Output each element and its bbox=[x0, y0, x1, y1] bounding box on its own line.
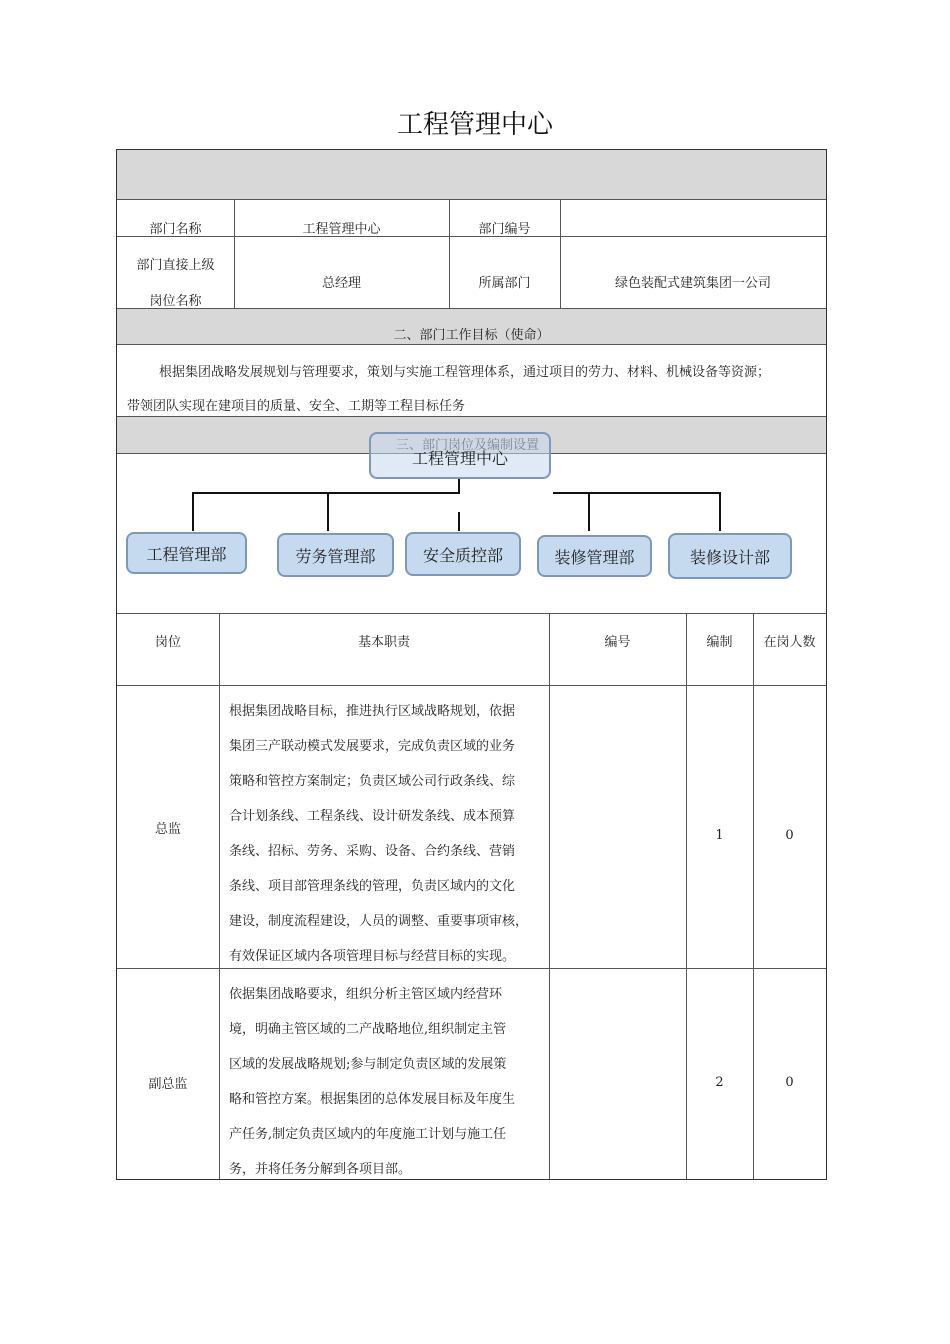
org-connector bbox=[458, 512, 460, 531]
org-connector bbox=[588, 494, 590, 531]
duty-line: 依据集团战略要求，组织分析主管区域内经营环 bbox=[229, 987, 503, 1002]
table-header-code: 编号 bbox=[604, 634, 631, 650]
table-row-on-duty: 0 bbox=[785, 1074, 794, 1090]
duty-line: 合计划条线、工程条线、设计研发条线、成本预算 bbox=[229, 809, 516, 824]
table-header-position: 岗位 bbox=[154, 634, 181, 650]
duty-line: 策略和管控方案制定；负责区域公司行政条线、综 bbox=[229, 774, 516, 789]
rule bbox=[219, 614, 220, 1179]
belong-label: 所属部门 bbox=[478, 275, 531, 291]
table-row-quota: 1 bbox=[715, 827, 724, 843]
duty-line: 务，并将任务分解到各项目部。 bbox=[229, 1162, 412, 1177]
dept-name-label: 部门名称 bbox=[149, 221, 202, 237]
org-child-box: 装修管理部 bbox=[537, 535, 652, 577]
duty-line: 略和管控方案。根据集团的总体发展目标及年度生 bbox=[229, 1092, 516, 1107]
rule bbox=[234, 199, 235, 308]
rule bbox=[449, 199, 450, 308]
superior-label-line1: 部门直接上级 bbox=[136, 258, 215, 273]
org-connector bbox=[458, 478, 460, 494]
org-connector bbox=[719, 494, 721, 531]
duty-line: 条线、招标、劳务、采购、设备、合约条线、营销 bbox=[229, 844, 516, 859]
page-title: 工程管理中心 bbox=[396, 110, 553, 140]
duty-line: 有效保证区域内各项管理目标与经营目标的实现。 bbox=[229, 949, 516, 964]
duty-line: 集团三产联动模式发展要求，完成负责区域的业务 bbox=[229, 739, 516, 754]
duty-line: 根据集团战略目标，推进执行区域战略规划，依据 bbox=[229, 704, 516, 719]
org-child-box: 劳务管理部 bbox=[277, 533, 394, 577]
table-header-duty: 基本职责 bbox=[357, 634, 410, 650]
duty-line: 建设，制度流程建设，人员的调整、重要事项审核， bbox=[229, 914, 529, 929]
superior-label bbox=[117, 237, 234, 308]
rule bbox=[117, 344, 826, 345]
org-child-box: 装修设计部 bbox=[668, 533, 792, 579]
table-row-position: 总监 bbox=[154, 821, 181, 837]
mission-text-line2: 带领团队实现在建项目的质量、安全、工期等工程目标任务 bbox=[127, 399, 466, 414]
duty-line: 条线、项目部管理条线的管理，负责区域内的文化 bbox=[229, 879, 516, 894]
mission-text-line1: 根据集团战略发展规划与管理要求，策划与实施工程管理体系，通过项目的劳力、材料、机械设备等资源； bbox=[159, 365, 771, 380]
belong-value: 绿色装配式建筑集团一公司 bbox=[614, 275, 771, 291]
header-band bbox=[117, 150, 826, 199]
table-row-on-duty: 0 bbox=[785, 827, 794, 843]
table-row-code bbox=[549, 969, 686, 1179]
table-row-duty bbox=[229, 977, 549, 1187]
org-child-box: 工程管理部 bbox=[126, 532, 247, 574]
dept-name-value: 工程管理中心 bbox=[302, 221, 381, 237]
superior-label-line2: 岗位名称 bbox=[149, 294, 202, 309]
table-row-code bbox=[549, 686, 686, 968]
superior-value: 总经理 bbox=[321, 275, 361, 291]
rule bbox=[560, 199, 561, 308]
org-connector bbox=[553, 492, 721, 494]
table-row-quota: 2 bbox=[715, 1074, 724, 1090]
org-root-box: 工程管理中心 bbox=[369, 432, 551, 479]
table-row-position: 副总监 bbox=[148, 1076, 188, 1092]
org-child-box: 安全质控部 bbox=[405, 532, 521, 576]
duty-line: 境，明确主管区域的二产战略地位,组织制定主管 bbox=[229, 1022, 507, 1037]
duty-line: 区域的发展战略规划;参与制定负责区域的发展策 bbox=[229, 1057, 507, 1072]
table-header-on-duty: 在岗人数 bbox=[763, 634, 816, 650]
org-connector bbox=[192, 492, 460, 494]
section2-heading: 二、部门工作目标（使命） bbox=[117, 309, 826, 344]
table-row-duty bbox=[229, 694, 549, 974]
rule bbox=[117, 199, 826, 200]
duty-line: 产任务,制定负责区域内的年度施工计划与施工任 bbox=[229, 1127, 507, 1142]
org-connector bbox=[192, 492, 194, 531]
org-connector bbox=[327, 494, 329, 531]
dept-code-label: 部门编号 bbox=[478, 221, 531, 237]
table-header-quota: 编制 bbox=[706, 634, 733, 650]
